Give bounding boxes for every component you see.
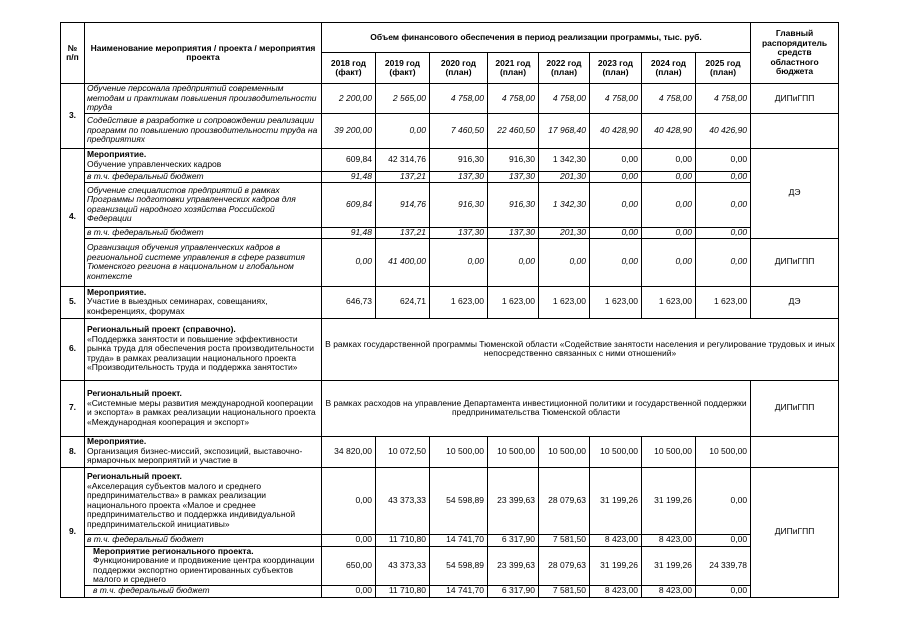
row-name: Содействие в разработке и сопровождении реализации программ по повышению производительности труда на предприятиях <box>85 113 322 148</box>
cell-value: 0,00 <box>642 238 696 286</box>
cell-value: 0,00 <box>696 534 751 546</box>
cell-value: 31 199,26 <box>642 546 696 585</box>
row-text: «Акселерация субъектов малого и среднего предпринимательства» в рамках реализации национального проекта «Малое и среднее предпринимательство и поддержка индивидуальной предпринимательской инициативы» <box>87 480 296 529</box>
row-number: 8. <box>61 436 85 467</box>
row-title: Мероприятие. <box>87 436 147 447</box>
cell-value: 137,30 <box>430 171 488 182</box>
table-row <box>61 182 839 227</box>
row-title: Мероприятие регионального проекта. <box>93 546 254 556</box>
cell-value: 137,30 <box>488 171 539 182</box>
cell-value: 8 423,00 <box>590 585 642 597</box>
cell-value: 7 581,50 <box>539 534 590 546</box>
cell-value: 10 500,00 <box>696 436 751 467</box>
table-row <box>61 148 839 171</box>
cell-value: 0,00 <box>322 585 376 597</box>
cell-value: 201,30 <box>539 227 590 238</box>
cell-value: 41 400,00 <box>376 238 430 286</box>
cell-value: 4 758,00 <box>539 84 590 114</box>
row-name <box>85 148 322 171</box>
cell-value: 0,00 <box>590 227 642 238</box>
cell-value: 916,30 <box>488 148 539 171</box>
cell-value: 40 428,90 <box>642 113 696 148</box>
header-year: 2019 год (факт) <box>376 53 430 84</box>
cell-value: 0,00 <box>696 182 751 227</box>
cell-value: 7 460,50 <box>430 113 488 148</box>
row-text: Участие в выездных семинарах, совещаниях, конференциях, форумах <box>87 296 268 316</box>
cell-value: 42 314,76 <box>376 148 430 171</box>
cell-value: 1 342,30 <box>539 148 590 171</box>
row-name <box>85 436 322 467</box>
cell-value: 10 500,00 <box>430 436 488 467</box>
cell-value: 0,00 <box>696 227 751 238</box>
cell-value: 31 199,26 <box>642 467 696 534</box>
row-number: 9. <box>61 467 85 597</box>
cell-value: 40 426,90 <box>696 113 751 148</box>
row-name <box>85 380 322 436</box>
cell-value: 1 623,00 <box>696 286 751 318</box>
cell-value: 0,00 <box>539 238 590 286</box>
row-name: Обучение специалистов предприятий в рамках Программы подготовки управленческих кадров для организаций народного хозяйства Российской Федерации <box>85 182 322 227</box>
row-title: Мероприятие. <box>87 149 147 159</box>
cell-value: 0,00 <box>590 182 642 227</box>
cell-value: 0,00 <box>488 238 539 286</box>
cell-value: 4 758,00 <box>696 84 751 114</box>
cell-value: 4 758,00 <box>430 84 488 114</box>
cell-value: 54 598,89 <box>430 467 488 534</box>
header-year: 2024 год (план) <box>642 53 696 84</box>
cell-value: 609,84 <box>322 148 376 171</box>
cell-value: 1 623,00 <box>590 286 642 318</box>
table-row <box>61 238 839 286</box>
table-row <box>61 171 839 182</box>
cell-value: 2 200,00 <box>322 84 376 114</box>
cell-value: 39 200,00 <box>322 113 376 148</box>
table-row <box>61 585 839 597</box>
cell-value: 0,00 <box>322 238 376 286</box>
cell-value: 4 758,00 <box>488 84 539 114</box>
header-year: 2022 год (план) <box>539 53 590 84</box>
cell-value: 914,76 <box>376 182 430 227</box>
cell-value: 646,73 <box>322 286 376 318</box>
row-name <box>85 318 322 380</box>
row-number: 6. <box>61 318 85 380</box>
cell-value: 916,30 <box>488 182 539 227</box>
row-manager: ДЭ <box>751 286 839 318</box>
cell-value: 0,00 <box>642 182 696 227</box>
row-number: 5. <box>61 286 85 318</box>
cell-value: 1 623,00 <box>539 286 590 318</box>
table-row <box>61 534 839 546</box>
table-row <box>61 380 839 436</box>
cell-value: 0,00 <box>642 227 696 238</box>
cell-value: 137,30 <box>488 227 539 238</box>
cell-value: 1 623,00 <box>430 286 488 318</box>
cell-value: 0,00 <box>322 467 376 534</box>
cell-value: 43 373,33 <box>376 467 430 534</box>
row-name <box>85 286 322 318</box>
cell-value: 0,00 <box>322 534 376 546</box>
cell-value: 31 199,26 <box>590 467 642 534</box>
cell-value: 91,48 <box>322 171 376 182</box>
row-number: 4. <box>61 148 85 286</box>
cell-value: 34 820,00 <box>322 436 376 467</box>
row-title: Региональный проект (справочно). <box>87 324 236 335</box>
cell-value: 137,30 <box>430 227 488 238</box>
table-row <box>61 286 839 318</box>
cell-value: 0,00 <box>590 171 642 182</box>
cell-value: 0,00 <box>696 467 751 534</box>
cell-value: 0,00 <box>696 238 751 286</box>
row-number: 7. <box>61 380 85 436</box>
header-name: Наименование мероприятия / проекта / мероприятия проекта <box>85 23 322 84</box>
cell-value: 1 623,00 <box>642 286 696 318</box>
cell-value: 10 500,00 <box>539 436 590 467</box>
cell-value: 201,30 <box>539 171 590 182</box>
cell-value: 1 342,30 <box>539 182 590 227</box>
row-text: Обучение управленческих кадров <box>87 158 222 169</box>
table-row <box>61 546 839 585</box>
cell-value: 0,00 <box>590 238 642 286</box>
table-row <box>61 318 839 380</box>
table-row <box>61 467 839 534</box>
cell-value: 624,71 <box>376 286 430 318</box>
cell-value: 17 968,40 <box>539 113 590 148</box>
header-year: 2025 год (план) <box>696 53 751 84</box>
merged-note: В рамках расходов на управление Департамента инвестиционной политики и государственной поддержки предпринимательства Тюменской области <box>322 380 751 436</box>
header-manager: Главный распорядитель средств областного бюджета <box>751 23 839 84</box>
row-name: в т.ч. федеральный бюджет <box>85 585 322 597</box>
cell-value: 14 741,70 <box>430 585 488 597</box>
row-manager: ДИПиГПП <box>751 84 839 114</box>
table-row <box>61 113 839 148</box>
cell-value: 40 428,90 <box>590 113 642 148</box>
cell-value: 137,21 <box>376 171 430 182</box>
cell-value: 24 339,78 <box>696 546 751 585</box>
row-number: 3. <box>61 84 85 149</box>
row-title: Региональный проект. <box>87 471 182 481</box>
header-funding: Объем финансового обеспечения в период реализации программы, тыс. руб. <box>322 23 751 53</box>
row-name: Организация обучения управленческих кадров в региональной системе управления в сфере развития Тюменского региона в национальном и глобальном контексте <box>85 238 322 286</box>
cell-value: 916,30 <box>430 148 488 171</box>
header-no: № п/п <box>61 23 85 84</box>
cell-value: 23 399,63 <box>488 467 539 534</box>
cell-value: 54 598,89 <box>430 546 488 585</box>
cell-value: 7 581,50 <box>539 585 590 597</box>
row-manager: ДИПиГПП <box>751 467 839 597</box>
header-year: 2021 год (план) <box>488 53 539 84</box>
cell-value: 0,00 <box>376 113 430 148</box>
cell-value: 609,84 <box>322 182 376 227</box>
table-row <box>61 84 839 114</box>
cell-value: 916,30 <box>430 182 488 227</box>
cell-value: 6 317,90 <box>488 534 539 546</box>
cell-value: 8 423,00 <box>642 534 696 546</box>
row-manager: ДЭ <box>751 148 839 238</box>
row-name <box>85 467 322 534</box>
row-text: Организация бизнес-миссий, экспозиций, выставочно-ярмарочных мероприятий и участие в <box>87 445 303 466</box>
cell-value: 28 079,63 <box>539 467 590 534</box>
cell-value: 43 373,33 <box>376 546 430 585</box>
row-text: «Системные меры развития международной кооперации и экспорта» в рамках реализации национального проекта «Международная кооперация и экспорт» <box>87 397 316 427</box>
cell-value: 6 317,90 <box>488 585 539 597</box>
cell-value: 10 500,00 <box>488 436 539 467</box>
cell-value: 0,00 <box>430 238 488 286</box>
cell-value: 11 710,80 <box>376 534 430 546</box>
row-text: «Поддержка занятости и повышение эффективности рынка труда для обеспечения роста производительности труда» в рамках реализации национального проекта «Производительность труда и поддержка занятости» <box>87 333 314 373</box>
header-year: 2020 год (план) <box>430 53 488 84</box>
cell-value: 10 500,00 <box>590 436 642 467</box>
row-name: в т.ч. федеральный бюджет <box>85 171 322 182</box>
cell-value: 650,00 <box>322 546 376 585</box>
cell-value: 2 565,00 <box>376 84 430 114</box>
cell-value: 0,00 <box>696 585 751 597</box>
merged-note: В рамках государственной программы Тюменской области «Содействие занятости населения и регулирование трудовых и иных непосредственно связанных с ними отношений» <box>322 318 839 380</box>
cell-value: 23 399,63 <box>488 546 539 585</box>
funding-table <box>60 22 839 598</box>
row-name: Обучение персонала предприятий современным методам и практикам повышения производительности труда <box>85 84 322 114</box>
cell-value: 0,00 <box>642 148 696 171</box>
cell-value: 10 072,50 <box>376 436 430 467</box>
header-year: 2018 год (факт) <box>322 53 376 84</box>
cell-value: 31 199,26 <box>590 546 642 585</box>
row-name: в т.ч. федеральный бюджет <box>85 534 322 546</box>
row-manager: ДИПиГПП <box>751 238 839 286</box>
cell-value: 0,00 <box>696 148 751 171</box>
cell-value: 4 758,00 <box>642 84 696 114</box>
cell-value: 8 423,00 <box>590 534 642 546</box>
row-name: в т.ч. федеральный бюджет <box>85 227 322 238</box>
cell-value: 0,00 <box>696 171 751 182</box>
cell-value: 4 758,00 <box>590 84 642 114</box>
cell-value: 1 623,00 <box>488 286 539 318</box>
row-text: Функционирование и продвижение центра координации поддержки экспортно ориентированных субъектов малого и среднего <box>93 555 315 584</box>
row-title: Мероприятие. <box>87 286 147 297</box>
cell-value: 0,00 <box>590 148 642 171</box>
cell-value: 22 460,50 <box>488 113 539 148</box>
row-title: Региональный проект. <box>87 388 182 398</box>
cell-value: 0,00 <box>642 171 696 182</box>
cell-value: 10 500,00 <box>642 436 696 467</box>
header-year: 2023 год (план) <box>590 53 642 84</box>
row-manager: ДИПиГПП <box>751 380 839 436</box>
cell-value: 8 423,00 <box>642 585 696 597</box>
cell-value: 14 741,70 <box>430 534 488 546</box>
row-manager <box>751 436 839 467</box>
table-row <box>61 436 839 467</box>
row-name <box>85 546 322 585</box>
cell-value: 91,48 <box>322 227 376 238</box>
row-manager <box>751 113 839 148</box>
cell-value: 11 710,80 <box>376 585 430 597</box>
cell-value: 137,21 <box>376 227 430 238</box>
table-row <box>61 227 839 238</box>
cell-value: 28 079,63 <box>539 546 590 585</box>
